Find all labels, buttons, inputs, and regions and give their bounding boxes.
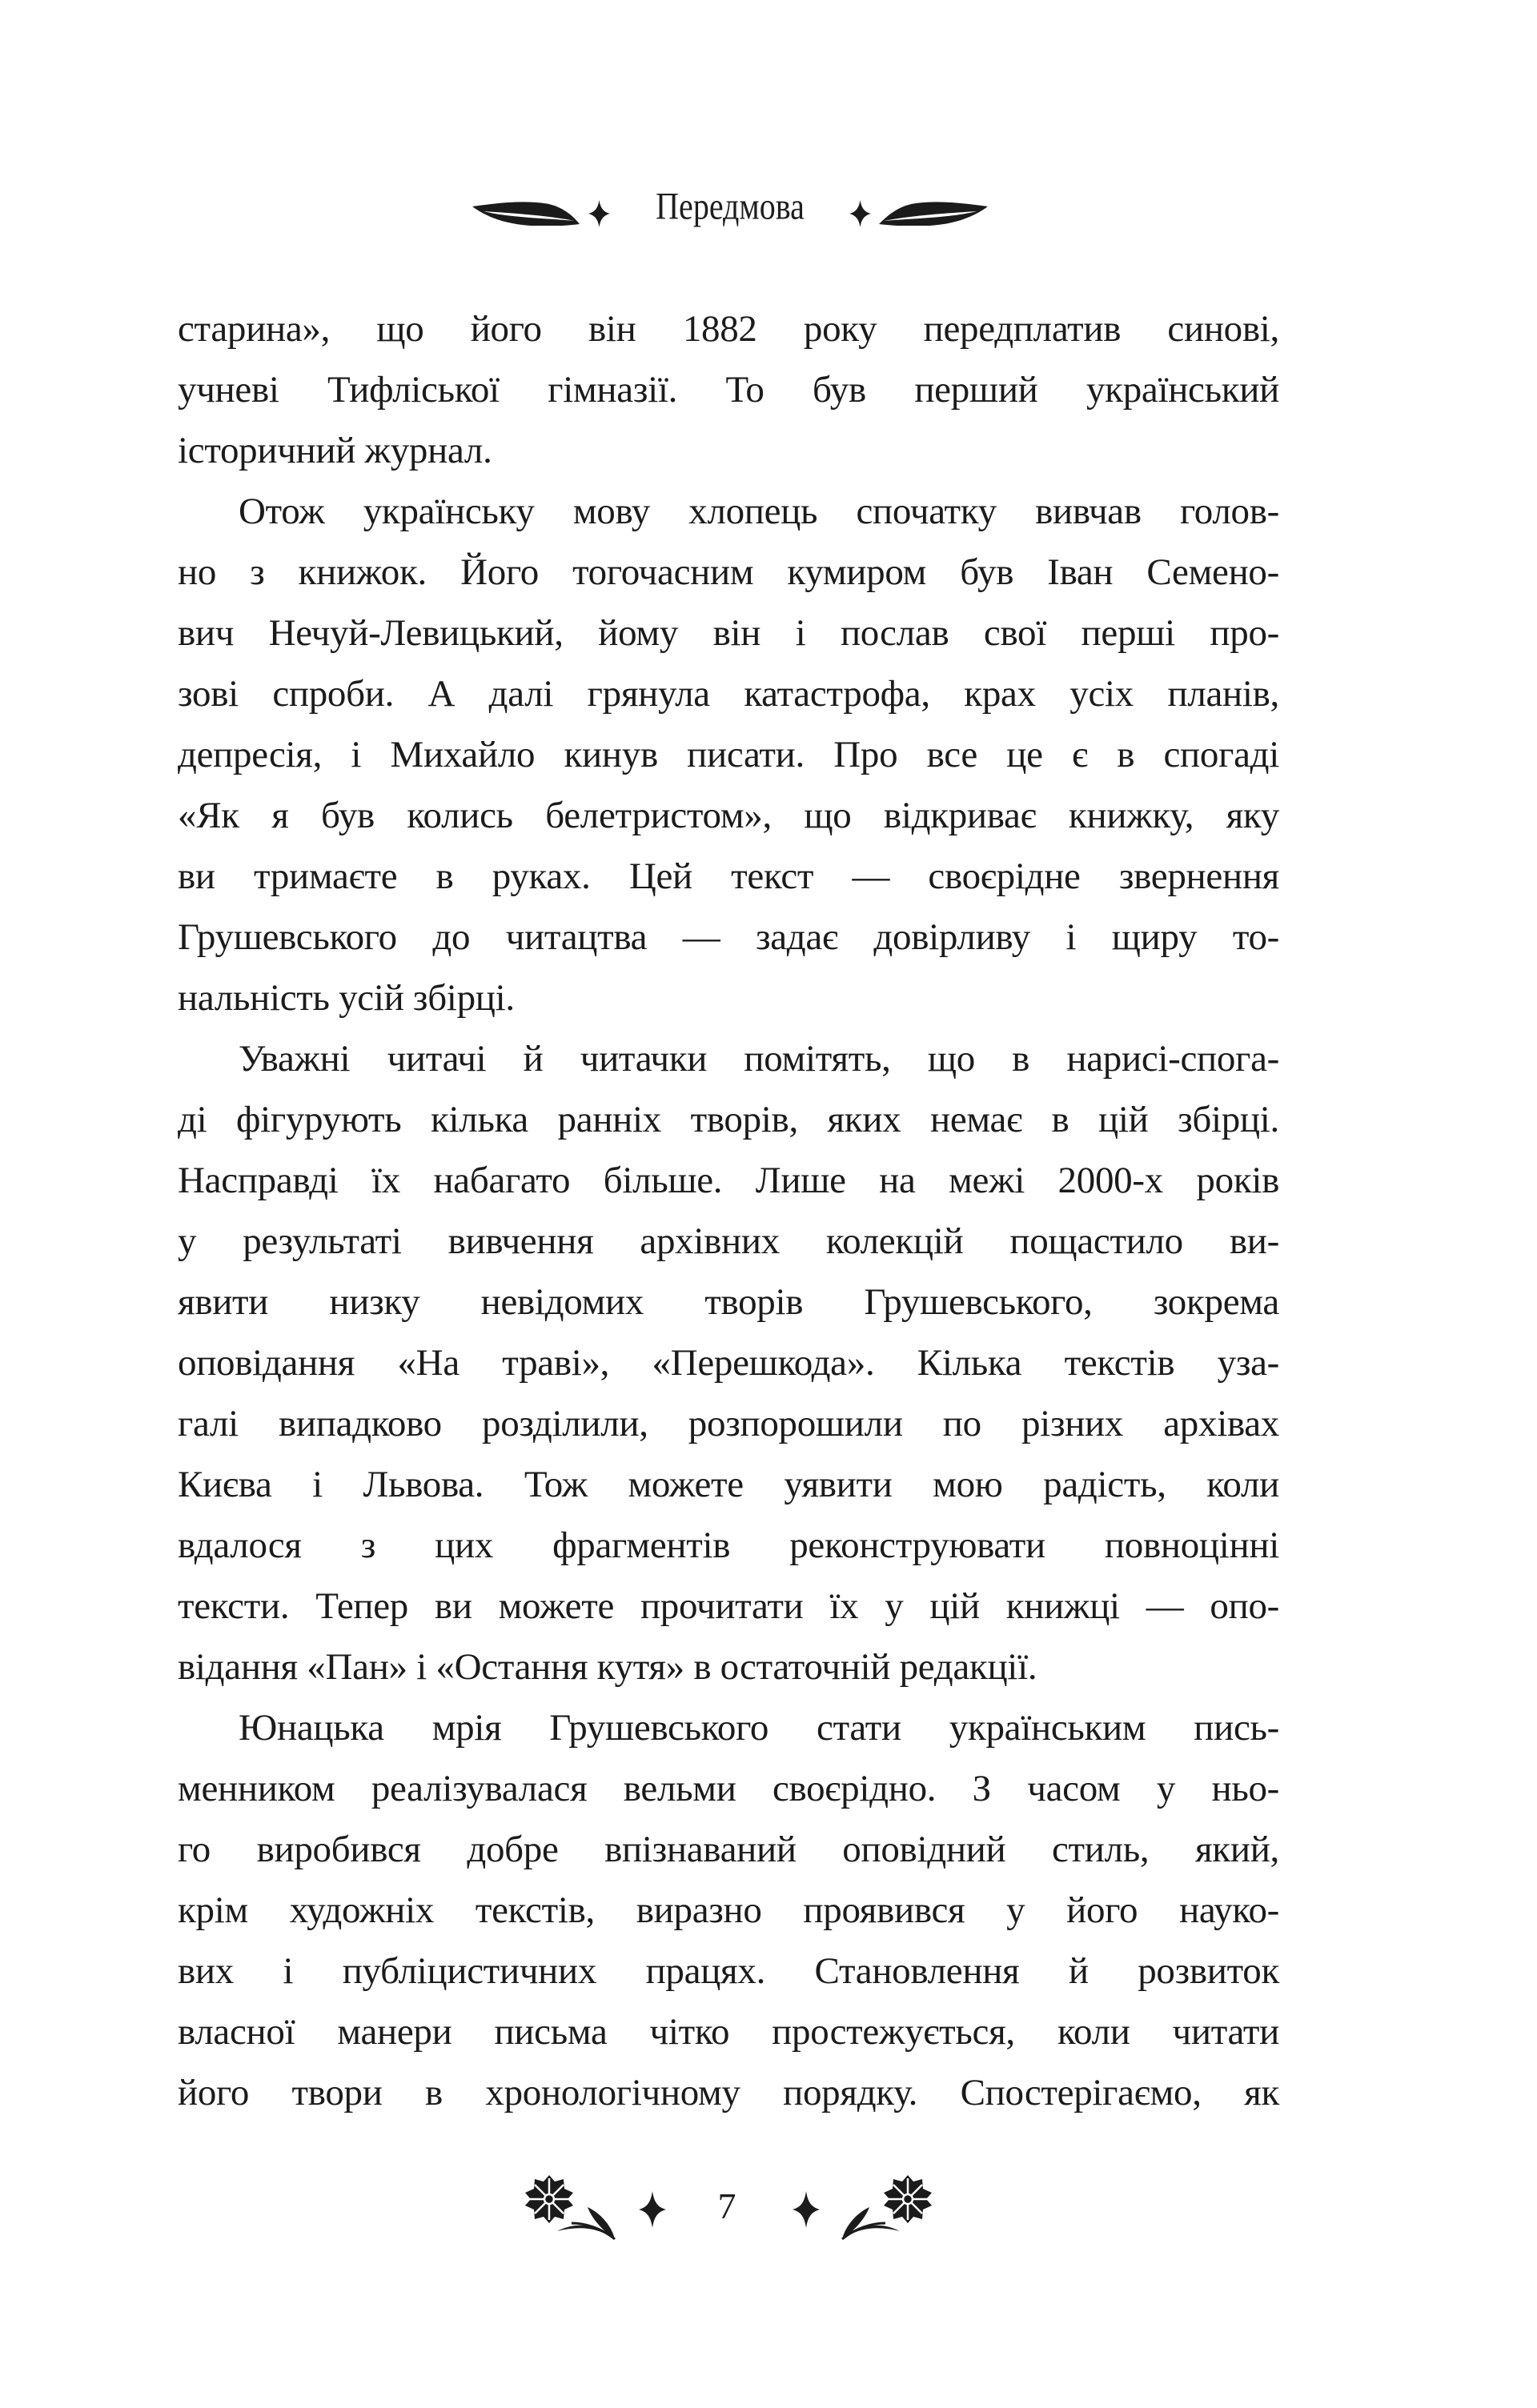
diamond-icon [849, 200, 871, 227]
page-number: 7 [717, 2186, 736, 2226]
running-header-title: Передмова [656, 184, 805, 228]
text-line: зові спроби. А далі грянула катастрофа, крах усіх планів, [178, 673, 1279, 715]
text-line: депресія, і Михайло кинув писати. Про все це є в спогаді [178, 734, 1279, 775]
text-line: вих і публіцистичних працях. Становлення й розвиток [178, 1950, 1279, 1992]
paragraph-start-line: Юнацька мрія Грушевського стати українським пись- [239, 1707, 1279, 1749]
text-line: тексти. Тепер ви можете прочитати їх у цій книжці — опо- [178, 1585, 1279, 1627]
flower-right-icon [837, 2175, 932, 2241]
text-line: учневі Тифліської гімназії. То був перший український [178, 369, 1279, 411]
running-header [0, 184, 1537, 232]
text-line: Києва і Львова. Тож можете уявити мою радість, коли [178, 1464, 1279, 1505]
page-footer [0, 2174, 1537, 2246]
text-line: відання «Пан» і «Остання кутя» в остаточній редакції. [178, 1646, 1037, 1688]
paragraph-start-line: Отож українську мову хлопець спочатку вивчав голов- [239, 491, 1279, 532]
text-line: нальність усій збірці. [178, 977, 515, 1019]
text-line: ви тримаєте в руках. Цей текст — своєрідне звернення [178, 855, 1279, 897]
diamond-icon [793, 2191, 820, 2228]
text-line: го виробився добре впізнаваний оповідний стиль, який, [178, 1829, 1279, 1870]
leaf-left-icon [472, 202, 580, 226]
text-line: галі випадково розділили, розпорошили по різних архівах [178, 1403, 1279, 1444]
text-line: менником реалізувалася вельми своєрідно. З часом у ньо- [178, 1768, 1279, 1809]
text-line: «Як я був колись белетристом», що відкриває книжку, яку [178, 795, 1279, 836]
diamond-icon [588, 200, 610, 227]
text-line: історичний журнал. [178, 430, 492, 471]
paragraph-start-line: Уважні читачі й читачки помітять, що в нарисі-спога- [239, 1038, 1279, 1080]
leaf-right-icon [879, 202, 988, 226]
text-line: вич Нечуй-Левицький, йому він і послав свої перші про- [178, 612, 1279, 654]
text-line: Грушевського до читацтва — задає довірливу і щиру то- [178, 916, 1279, 958]
flower-left-icon [525, 2175, 620, 2241]
text-line: вдалося з цих фрагментів реконструювати повноцінні [178, 1525, 1279, 1566]
text-line: його твори в хронологічному порядку. Спостерігаємо, як [178, 2072, 1279, 2114]
text-line: ді фігурують кілька ранніх творів, яких немає в цій збірці. [178, 1099, 1279, 1140]
text-line: Насправді їх набагато більше. Лише на межі 2000-х років [178, 1160, 1279, 1201]
text-line: крім художніх текстів, виразно проявився у його науко- [178, 1889, 1279, 1931]
text-line: у результаті вивчення архівних колекцій пощастило ви- [178, 1220, 1279, 1262]
diamond-icon [639, 2191, 666, 2228]
text-line: старина», що його він 1882 року передплатив синові, [178, 308, 1279, 350]
body-text [178, 298, 1279, 2123]
text-line: оповідання «На траві», «Перешкода». Кілька текстів уза- [178, 1342, 1279, 1384]
text-line: явити низку невідомих творів Грушевського, зокрема [178, 1281, 1279, 1323]
text-line: власної манери письма чітко простежується, коли читати [178, 2011, 1279, 2053]
text-line: но з книжок. Його тогочасним кумиром був Іван Семено- [178, 551, 1279, 593]
